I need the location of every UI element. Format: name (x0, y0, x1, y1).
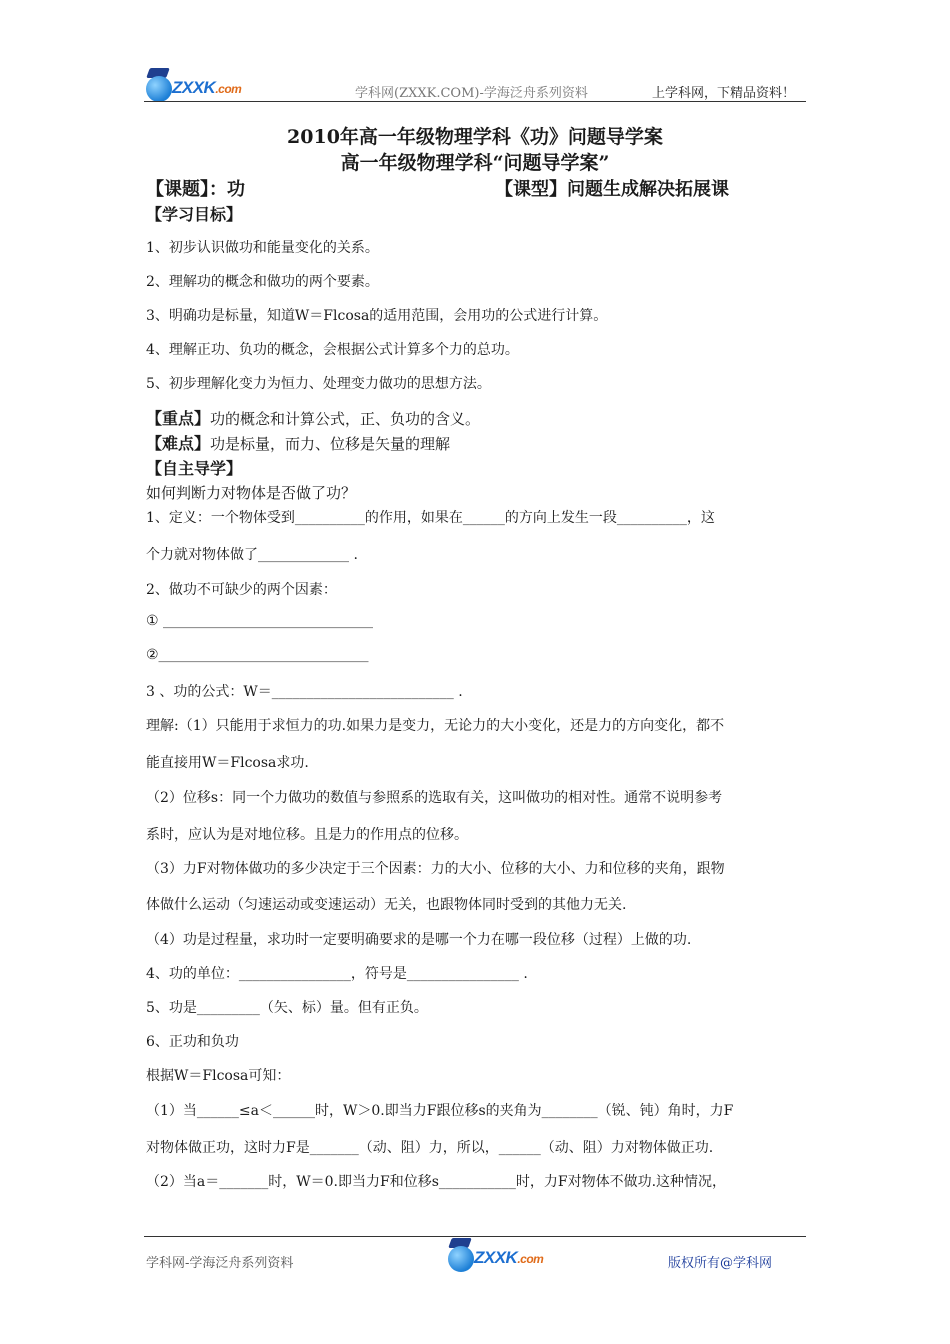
objective-item: 5、初步理解化变力为恒力、处理变力做功的思想方法。 (146, 376, 491, 392)
study-line: 个力就对物体做了_____________ . (146, 547, 358, 563)
objective-item: 2、理解功的概念和做功的两个要素。 (146, 274, 379, 290)
study-line: 5、功是_________（矢、标）量。但有正负。 (146, 1000, 428, 1016)
key-point: 【重点】功的概念和计算公式，正、负功的含义。 (146, 409, 481, 428)
course-topic: 【课题】：功 (146, 179, 245, 200)
study-line: 根据W＝Flcosa可知： (146, 1068, 291, 1084)
footer-copyright: 版权所有@学科网 (668, 1256, 773, 1271)
study-line: 理解:（1）只能用于求恒力的功.如果力是变力，无论力的大小变化，还是力的方向变化，都不 (146, 718, 725, 734)
study-line: 体做什么运动（匀速运动或变速运动）无关，也跟物体同时受到的其他力无关. (146, 897, 627, 913)
objectives-heading: 【学习目标】 (146, 205, 243, 224)
study-line: （2）当a＝_______时，W＝0.即当力F和位移s___________时，力F对物体不做功.这种情况， (146, 1174, 727, 1190)
footer-left-text: 学科网-学海泛舟系列资料 (146, 1256, 294, 1271)
self-study-question: 如何判断力对物体是否做了功？ (146, 484, 357, 502)
objective-item: 4、理解正功、负功的概念，会根据公式计算多个力的总功。 (146, 342, 519, 358)
study-line: 2、做功不可缺少的两个因素： (146, 582, 337, 598)
study-line: ②______________________________ (146, 647, 369, 663)
header-center-text: 学科网(ZXXK.COM)-学海泛舟系列资料 (355, 86, 588, 101)
document-subtitle: 高一年级物理学科“问题导学案” (340, 152, 610, 174)
study-line: 系时，应认为是对地位移。且是力的作用点的位移。 (146, 827, 468, 843)
study-line: 对物体做正功，这时力F是_______（动、阻）力，所以，______（动、阻）力对物体做正功. (146, 1140, 714, 1156)
logo-text: ZXXK.com (172, 78, 242, 97)
globe-icon (146, 76, 172, 102)
self-study-heading: 【自主导学】 (146, 459, 243, 478)
study-line: 4、功的单位：________________，符号是________________ . (146, 966, 528, 982)
logo-text: ZXXK.com (474, 1248, 544, 1267)
course-type: 【课型】问题生成解决拓展课 (495, 179, 729, 200)
header-right-text: 上学科网，下精品资料！ (652, 86, 796, 101)
study-line: 3 、功的公式：W＝__________________________ . (146, 684, 463, 700)
study-line: （4）功是过程量，求功时一定要明确要求的是哪一个力在哪一段位移（过程）上做的功. (146, 932, 692, 948)
objective-item: 3、明确功是标量，知道W＝Flcosa的适用范围，会用功的公式进行计算。 (146, 308, 608, 324)
document-title: 2010年高一年级物理学科《功》问题导学案 (287, 126, 663, 148)
study-line: ① ______________________________ (146, 613, 374, 629)
footer-divider (144, 1236, 806, 1237)
difficulty: 【难点】功是标量，而力、位移是矢量的理解 (146, 434, 451, 453)
header-divider (144, 101, 806, 102)
study-line: （2）位移s：同一个力做功的数值与参照系的选取有关，这叫做功的相对性。通常不说明参考 (146, 790, 723, 806)
study-line: 6、正功和负功 (146, 1034, 239, 1050)
globe-icon (448, 1246, 474, 1272)
objective-item: 1、初步认识做功和能量变化的关系。 (146, 240, 379, 256)
study-line: 能直接用W＝Flcosa求功. (146, 755, 309, 771)
study-line: 1、定义：一个物体受到__________的作用，如果在______的方向上发生一段__________，这 (146, 510, 715, 526)
study-line: （3）力F对物体做功的多少决定于三个因素：力的大小、位移的大小、力和位移的夹角，跟物 (146, 861, 725, 877)
zxxk-logo[interactable] (146, 68, 246, 102)
footer-zxxk-logo[interactable] (448, 1238, 548, 1272)
study-line: （1）当______≤a＜______时，W＞0.即当力F跟位移s的夹角为________（锐、钝）角时，力F (146, 1103, 734, 1119)
